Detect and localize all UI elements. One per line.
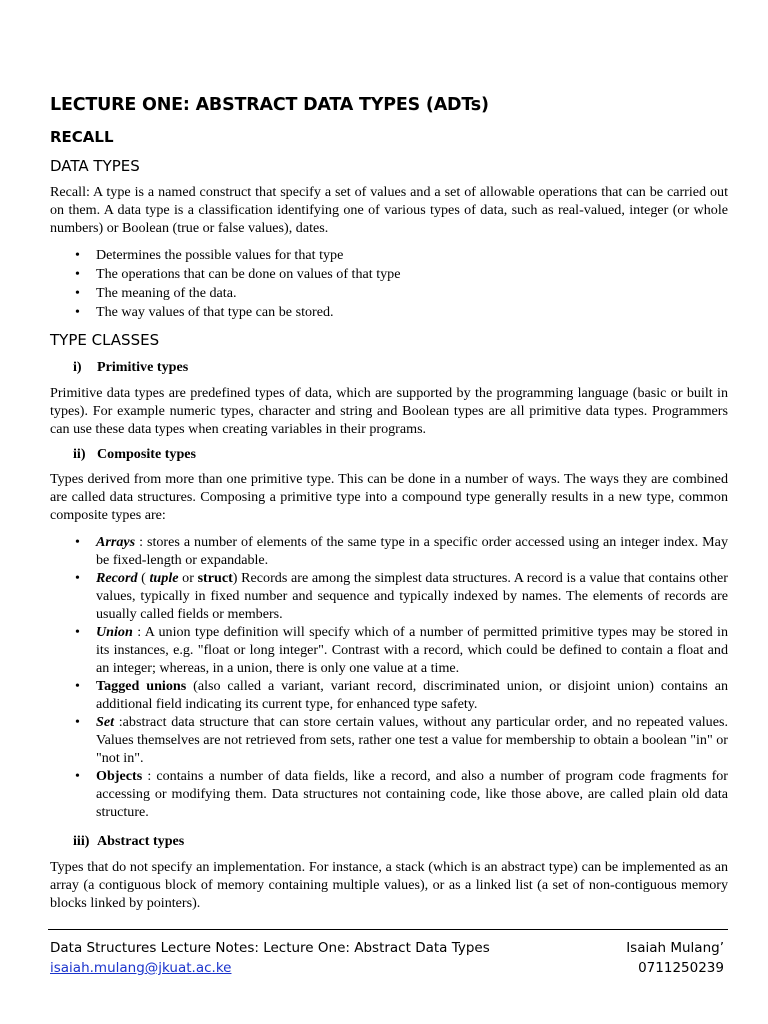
type-classes-heading: TYPE CLASSES — [50, 331, 160, 349]
section-number: i) — [73, 359, 82, 375]
primitive-types-paragraph: Primitive data types are predefined types of data, which are supported by the programming language (basic or built in types). For example numeric types, character and string and Boolean types are all primitive data types. Programmers can use these data types when creating variables in their programs. — [50, 385, 728, 437]
footer-left — [50, 938, 490, 978]
primitive-types-heading: i) Primitive types — [73, 359, 189, 375]
data-types-heading: DATA TYPES — [50, 157, 140, 175]
list-item: • Objects : contains a number of data fields, like a record, and also a number of program code fragments for accessing or modifying them. Data structures not containing code, like those above, are called plain old data structure. — [75, 768, 728, 820]
term-set: Set — [96, 714, 115, 730]
recall-heading: RECALL — [50, 128, 114, 146]
term-union: Union — [96, 624, 133, 640]
bullet-icon: • — [75, 678, 80, 694]
bullet-icon: • — [75, 285, 80, 301]
intro-paragraph: Recall: A type is a named construct that specify a set of values and a set of allowable operations that can be carried out on them. A data type is a classification identifying one of various types of data, such as real-valued, integer (or whole numbers) or Boolean (true or false values), dates. — [50, 184, 728, 236]
section-number: ii) — [73, 446, 86, 462]
footer-phone: 0711250239 — [638, 960, 724, 976]
bullet-icon: • — [75, 768, 80, 784]
list-item: • Tagged unions (also called a variant, variant record, discriminated union, or disjoint union) contains an additional field indicating its current type, for enhanced type safety. — [75, 678, 728, 712]
bullet-icon: • — [75, 266, 80, 282]
footer-email-link[interactable]: isaiah.mulang@jkuat.ac.ke — [50, 960, 232, 976]
bullet-icon: • — [75, 534, 80, 550]
footer-course-line: Data Structures Lecture Notes: Lecture One: Abstract Data Types — [50, 940, 490, 956]
type-properties-list — [50, 246, 728, 322]
composite-types-heading: ii) Composite types — [73, 446, 197, 462]
bullet-icon: • — [75, 247, 80, 263]
list-item: • Arrays : stores a number of elements of the same type in a specific order accessed using an integer index. May be fixed-length or expandable. — [75, 534, 728, 568]
footer-right — [626, 938, 724, 978]
abstract-types-heading: iii) Abstract types — [73, 833, 185, 849]
page-title: LECTURE ONE: ABSTRACT DATA TYPES (ADTs) — [50, 95, 489, 115]
list-item: • The way values of that type can be stored. — [75, 304, 334, 320]
list-item: • Union : A union type definition will specify which of a number of permitted primitive types may be stored in its instances, e.g. "float or long integer". Contrast with a record, which could be defined to contain a float and an integer; whereas, in a union, there is only one value at a time. — [75, 624, 728, 676]
footer-divider — [48, 929, 728, 930]
section-number: iii) — [73, 833, 90, 849]
term-struct: struct — [197, 570, 233, 586]
bullet-icon: • — [75, 624, 80, 640]
list-item: • The operations that can be done on values of that type — [75, 266, 401, 282]
footer-author: Isaiah Mulang’ — [626, 940, 724, 956]
composite-types-list — [50, 533, 728, 821]
composite-types-paragraph: Types derived from more than one primitive type. This can be done in a number of ways. The ways they are combined are called data structures. Composing a primitive type into a compound type generally results in a new type, common composite types are: — [50, 471, 728, 523]
list-item: • The meaning of the data. — [75, 285, 237, 301]
list-item: • Determines the possible values for that type — [75, 247, 344, 263]
term-tuple: tuple — [149, 570, 179, 586]
list-item: • Set :abstract data structure that can store certain values, without any particular order, and no repeated values. Values themselves are not retrieved from sets, rather one test a value for membership to obtain a boolean "in" or "not in". — [75, 714, 728, 766]
bullet-icon: • — [75, 304, 80, 320]
bullet-icon: • — [75, 714, 80, 730]
term-objects: Objects — [96, 768, 143, 784]
term-arrays: Arrays — [96, 534, 136, 550]
term-record: Record — [96, 570, 138, 586]
abstract-types-paragraph: Types that do not specify an implementation. For instance, a stack (which is an abstract type) can be implemented as an array (a contiguous block of memory containing multiple values), or as a linked list (a set of non-contiguous memory blocks linked by pointers). — [50, 859, 728, 911]
bullet-icon: • — [75, 570, 80, 586]
list-item: • Record ( tuple or struct) Records are among the simplest data structures. A record is a value that contains other values, typically in fixed number and sequence and typically indexed by names. The elements of records are usually called fields or members. — [75, 570, 728, 622]
term-tagged-unions: Tagged unions — [96, 678, 187, 694]
